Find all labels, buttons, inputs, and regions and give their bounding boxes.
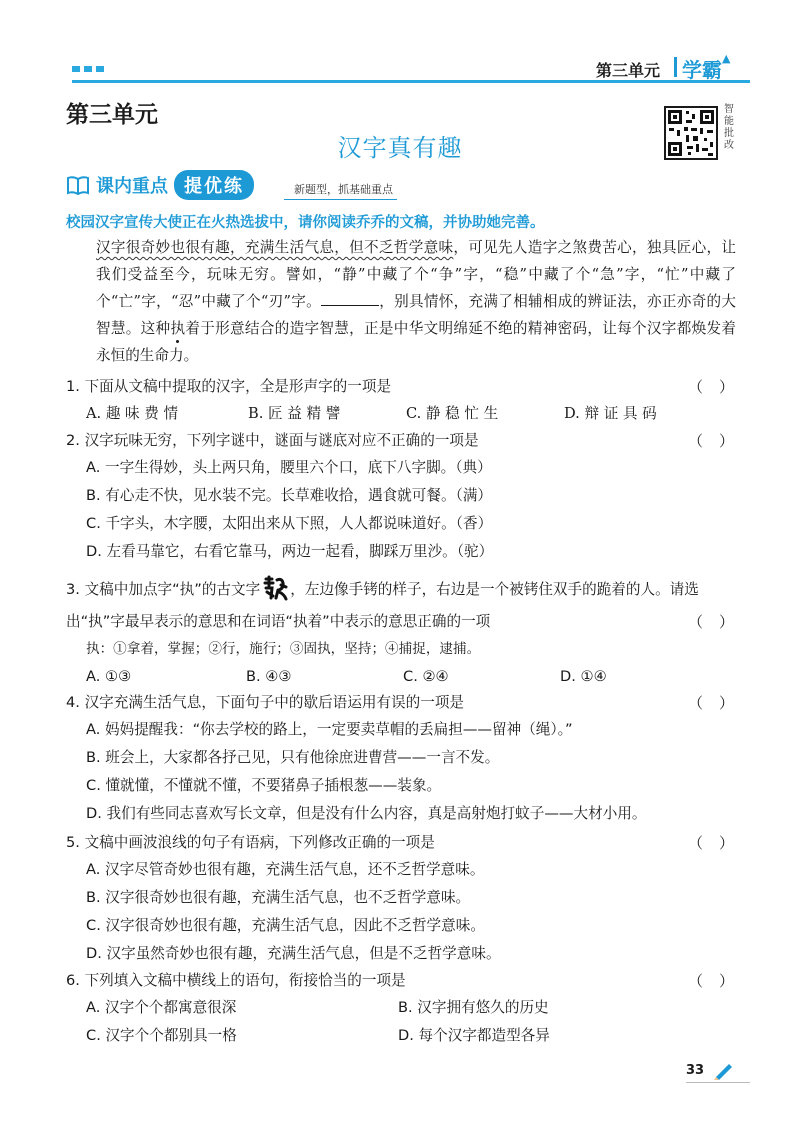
question-stem: 4. 汉字充满生活气息，下面句子中的歇后语运用有误的一项是 (66, 694, 465, 711)
option-row (66, 1022, 736, 1050)
question-4 (66, 690, 736, 828)
option-a[interactable]: A. 妈妈提醒我：“你去学校的路上，一定要卖草帽的丢扁担——留神（绳）。” (86, 721, 573, 738)
option-d[interactable]: D. 每个汉字都造型各异 (398, 1027, 550, 1044)
section-title: 课内重点 (96, 176, 168, 197)
question-stem-continued: ，左边像手铐的样子，右边是一个被铐住双手的跪着的人。请选 (290, 581, 699, 598)
question-stem: 3. 文稿中加点字“执”的古文字 (66, 581, 261, 598)
answer-blank[interactable]: （ ） (688, 613, 734, 631)
option-c[interactable]: C. ②④ (403, 668, 449, 685)
passage (66, 234, 736, 369)
header-divider (674, 57, 677, 77)
option-b[interactable]: B. 匠 益 精 譬 (248, 405, 341, 422)
option-d[interactable]: D. 汉字虽然奇妙也很有趣，充满生活气息，但是不乏哲学意味。 (86, 945, 501, 962)
character-meanings: 执：①拿着，掌握；②行，施行；③固执，坚持；④捕捉，逮捕。 (86, 641, 481, 657)
question-3 (66, 574, 736, 691)
option-b[interactable]: B. 汉字很奇妙也很有趣，充满生活气息，也不乏哲学意味。 (86, 889, 471, 906)
answer-blank[interactable]: （ ） (688, 378, 734, 396)
answer-blank[interactable]: （ ） (688, 694, 734, 712)
option-c[interactable]: C. 汉字很奇妙也很有趣，充满生活气息，因此不乏哲学意味。 (86, 917, 485, 934)
option-row (66, 663, 736, 691)
question-5 (66, 830, 736, 968)
option-a[interactable]: A. 一字生得妙，头上两只角，腰里六个口，底下八字脚。（典） (86, 459, 492, 476)
question-stem-line2: 出“执”字最早表示的意思和在词语“执着”中表示的意思正确的一项 (66, 613, 491, 630)
passage-text-2: ，别具情怀，充满了相辅相成的辨证法，亦正亦奇的大智慧。这种 (96, 293, 736, 337)
question-stem: 2. 汉字玩味无穷，下列字谜中，谜面与谜底对应不正确的一项是 (66, 432, 479, 449)
pencil-icon (712, 1060, 736, 1080)
graduation-cap-icon: ▲ (722, 52, 731, 65)
option-a[interactable]: A. 趣 味 费 情 (86, 405, 179, 422)
question-6 (66, 968, 736, 1050)
passage-text-1: ，可见先人造字之煞费苦心，独具匠心，让我们受益至今，玩味无穷。譬如，“静”中藏了个“争”字，“稳”中藏了个“急”字，“忙”中藏了个“亡”字，“忍”中藏了个“刃”字。 (96, 239, 736, 310)
qr-caption: 智能批改 (724, 104, 734, 151)
open-book-icon (66, 174, 90, 196)
option-b[interactable]: B. 汉字拥有悠久的历史 (398, 999, 549, 1016)
option-c[interactable]: C. 汉字个个都别具一格 (86, 1027, 237, 1044)
header-unit-label: 第三单元 (596, 61, 661, 80)
answer-blank[interactable]: （ ） (688, 432, 734, 450)
question-1 (66, 374, 736, 428)
page-number: 33 (686, 1063, 705, 1078)
qr-code[interactable] (664, 106, 718, 160)
section-badge: 提优练 (174, 170, 254, 200)
answer-blank[interactable]: （ ） (688, 972, 734, 990)
dotted-character: 执 (170, 320, 186, 337)
option-a[interactable]: A. 汉字尽管奇妙也很有趣，充满生活气息，还不乏哲学意味。 (86, 861, 485, 878)
option-row (66, 994, 736, 1022)
option-b[interactable]: B. 有心走不快，见水装不完。长草难收拾，遇食就可餐。（满） (86, 487, 493, 504)
option-a[interactable]: A. 汉字个个都寓意很深 (86, 999, 237, 1016)
option-d[interactable]: D. 我们有些同志喜欢写长文章，但是没有什么内容，真是高射炮打蚊子——大材小用。 (86, 805, 647, 822)
question-stem: 6. 下列填入文稿中横线上的语句，衔接恰当的一项是 (66, 972, 406, 989)
section-note: 新题型，抓基础重点 (294, 183, 393, 196)
option-d[interactable]: D. 左看马靠它，右看它靠马，两边一起看，脚踩万里沙。（驼） (86, 543, 494, 560)
lesson-title: 汉字真有趣 (337, 134, 463, 162)
option-c[interactable]: C. 懂就懂，不懂就不懂，不要猪鼻子插根葱——装象。 (86, 777, 442, 794)
brand-logo: 学霸 (682, 58, 722, 82)
option-b[interactable]: B. ④③ (246, 668, 292, 685)
question-stem: 5. 文稿中画波浪线的句子有语病，下列修改正确的一项是 (66, 834, 435, 851)
footer-rule (686, 1082, 750, 1083)
option-row (66, 400, 736, 428)
header-decoration (72, 66, 104, 72)
answer-blank[interactable]: （ ） (688, 834, 734, 852)
fill-blank[interactable] (321, 292, 379, 306)
option-d[interactable]: D. 辩 证 具 码 (564, 405, 657, 422)
option-c[interactable]: C. 千字头，木字腰，太阳出来从下照，人人都说味道好。（香） (86, 515, 493, 532)
option-b[interactable]: B. 班会上，大家都各抒己见，只有他徐庶进曹营——一言不发。 (86, 749, 500, 766)
instruction: 校园汉字宣传大使正在火热选拔中，请你阅读乔乔的文稿，并协助她完善。 (66, 215, 545, 231)
passage-text-3: 着于形意结合的造字智慧，正是中华文明绵延不绝的精神密码，让每个汉字都焕发着永恒的生命力。 (96, 320, 736, 364)
wavy-sentence: 汉字很奇妙也很有趣，充满生活气息，但不乏哲学意味 (96, 239, 454, 256)
question-2 (66, 428, 736, 566)
option-c[interactable]: C. 静 稳 忙 生 (406, 405, 499, 422)
section-header (66, 170, 393, 200)
ancient-character-image (262, 574, 288, 602)
unit-title: 第三单元 (66, 102, 158, 128)
option-d[interactable]: D. ①④ (560, 668, 607, 685)
question-stem: 1. 下面从文稿中提取的汉字，全是形声字的一项是 (66, 378, 392, 395)
option-a[interactable]: A. ①③ (86, 668, 132, 685)
